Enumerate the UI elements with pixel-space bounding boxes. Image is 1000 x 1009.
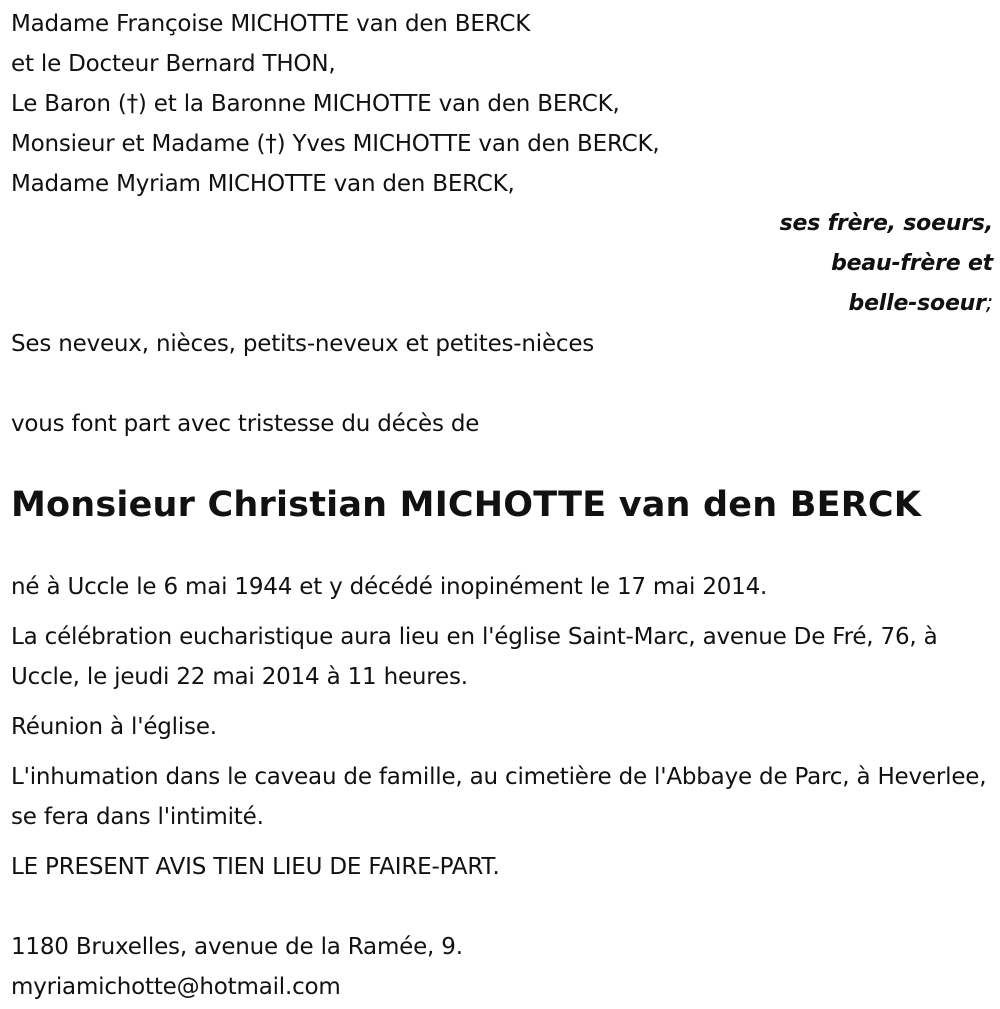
family-line-4: Monsieur et Madame (†) Yves MICHOTTE van den BERCK,	[11, 131, 660, 157]
relation-line-2: beau-frère et	[831, 251, 993, 276]
birth-death-details: né à Uccle le 6 mai 1944 et y décédé inopinément le 17 mai 2014.	[11, 574, 768, 600]
relation-punctuation: ;	[985, 291, 993, 316]
contact-address: 1180 Bruxelles, avenue de la Ramée, 9.	[11, 934, 463, 960]
relation-line-1: ses frère, soeurs,	[779, 211, 993, 236]
relation-label: belle-soeur	[848, 291, 986, 316]
obituary-notice	[11, 0, 993, 1009]
nephews-line: Ses neveux, nièces, petits-neveux et petites-nièces	[11, 331, 595, 357]
family-line-2: et le Docteur Bernard THON,	[11, 51, 336, 77]
relation-line-3	[11, 284, 993, 324]
burial-details: L'inhumation dans le caveau de famille, au cimetière de l'Abbaye de Parc, à Heverlee, se fera dans l'intimité.	[11, 764, 987, 830]
celebration-details: La célébration eucharistique aura lieu en l'église Saint-Marc, avenue De Fré, 76, à Uccle, le jeudi 22 mai 2014 à 11 heures.	[11, 624, 938, 690]
announcement-line: vous font part avec tristesse du décès de	[11, 411, 480, 437]
reunion-details: Réunion à l'église.	[11, 714, 217, 740]
notice-text: LE PRESENT AVIS TIEN LIEU DE FAIRE-PART.	[11, 854, 500, 880]
contact-email: myriamichotte@hotmail.com	[11, 974, 341, 1000]
family-line-3: Le Baron (†) et la Baronne MICHOTTE van den BERCK,	[11, 91, 620, 117]
deceased-name: Monsieur Christian MICHOTTE van den BERCK	[11, 485, 922, 525]
family-line-5: Madame Myriam MICHOTTE van den BERCK,	[11, 171, 515, 197]
family-line-1: Madame Françoise MICHOTTE van den BERCK	[11, 11, 531, 37]
